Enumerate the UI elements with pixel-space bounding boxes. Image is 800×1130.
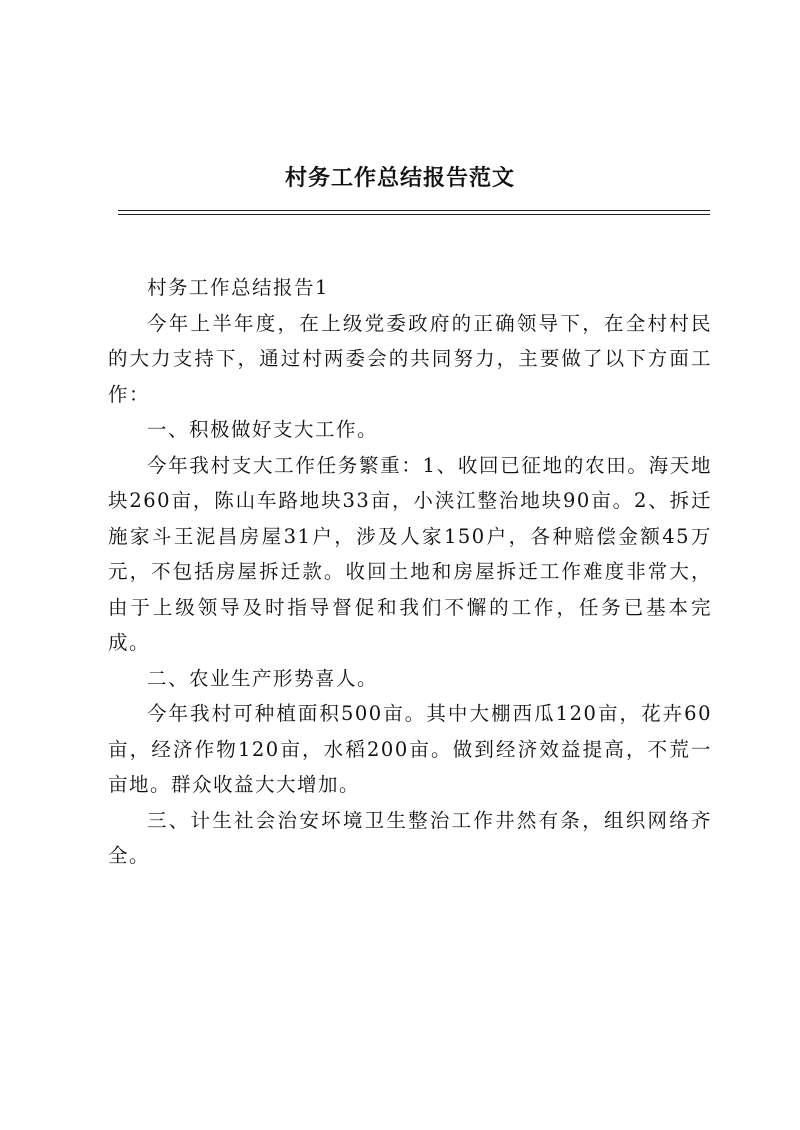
- paragraph: 今年我村可种植面积500亩。其中大棚西瓜120亩，花卉60亩，经济作物120亩，水稻200亩。做到经济效益提高，不荒一亩地。群众收益大大增加。: [108, 702, 712, 796]
- paragraph: 今年上半年度，在上级党委政府的正确领导下，在全村村民的大力支持下，通过村两委会的共同努力，主要做了以下方面工作：: [108, 311, 712, 406]
- section-heading: 三、计生社会治安坏境卫生整治工作井然有条，组织网络齐全。: [108, 808, 712, 867]
- document-body: [108, 270, 712, 874]
- section-heading: 一、积极做好支大工作。: [147, 418, 379, 441]
- document-title: 村务工作总结报告范文: [284, 165, 515, 191]
- title-divider-bottom: [118, 214, 710, 215]
- section-heading: 二、农业生产形势喜人。: [147, 666, 379, 690]
- paragraph: 今年我村支大工作任务繁重：1、收回已征地的农田。海天地块260亩，陈山车路地块33亩，小浃江整治地块90亩。2、拆迁施家斗王泥昌房屋31户，涉及人家150户，各种赔偿金额45万元，不包括房屋拆迁款。收回土地和房屋拆迁工作难度非常大，由于上级领导及时指导督促和我们不懈的工作，任务已基本完成。: [108, 453, 712, 654]
- section-heading: 村务工作总结报告1: [147, 276, 329, 299]
- title-divider-top: [118, 210, 710, 211]
